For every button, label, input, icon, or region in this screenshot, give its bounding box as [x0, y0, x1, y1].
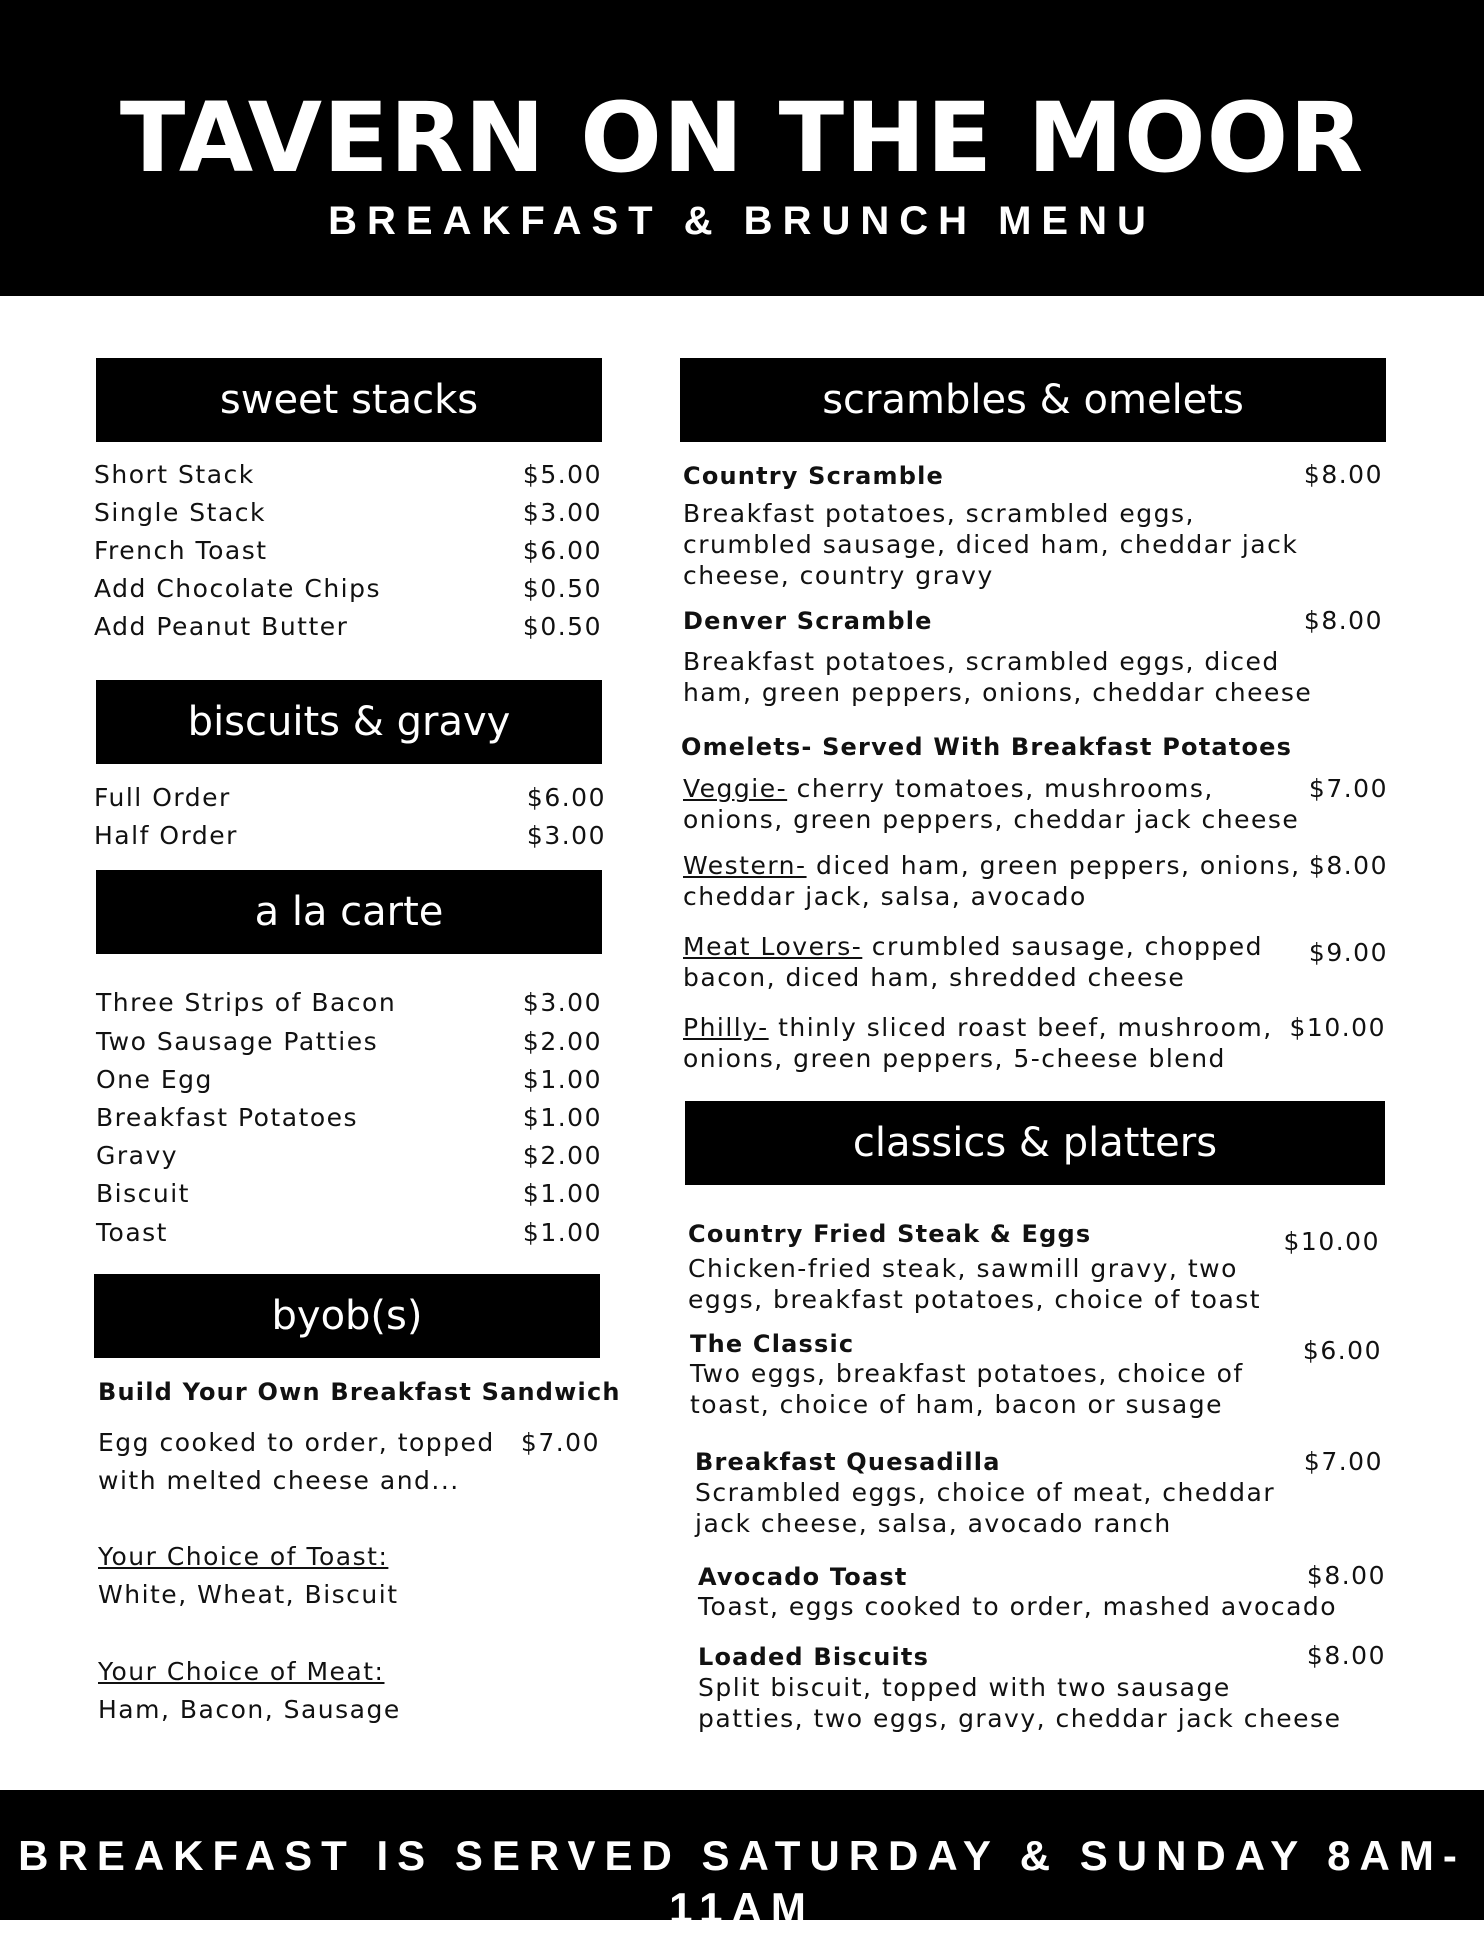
omelet-name: Veggie-	[683, 774, 788, 803]
section-heading-classics-platters: classics & platters	[685, 1101, 1385, 1185]
menu-item-price: $5.00	[522, 460, 602, 489]
footer-banner	[0, 1790, 1484, 1931]
menu-item-name: Add Peanut Butter	[94, 612, 349, 641]
menu-item-name: Toast	[96, 1218, 168, 1247]
menu-item-description: eggs, breakfast potatoes, choice of toast	[688, 1285, 1262, 1314]
menu-item-name: Single Stack	[94, 498, 267, 527]
menu-item-description: crumbled sausage, diced ham, cheddar jack	[683, 530, 1299, 559]
omelet-description: diced ham, green peppers, onions,	[806, 851, 1301, 880]
serving-hours: BREAKFAST IS SERVED SATURDAY & SUNDAY 8AM-11AM	[18, 1832, 1466, 1931]
menu-item-price: $8.00	[1306, 1561, 1386, 1590]
menu-item-price: $1.00	[522, 1103, 602, 1132]
menu-item-description: Two eggs, breakfast potatoes, choice of	[690, 1359, 1244, 1388]
menu-item-price: $1.00	[522, 1065, 602, 1094]
menu-item-name: The Classic	[690, 1330, 855, 1358]
menu-item-description: Toast, eggs cooked to order, mashed avocado	[698, 1592, 1338, 1621]
menu-item-description: Breakfast potatoes, scrambled eggs,	[683, 499, 1195, 528]
section-heading-scrambles-omelets: scrambles & omelets	[680, 358, 1386, 442]
menu-item-price: $7.00	[520, 1428, 600, 1457]
menu-item-description: Scrambled eggs, choice of meat, cheddar	[695, 1478, 1276, 1507]
menu-item-price: $10.00	[1283, 1227, 1380, 1256]
menu-item-name: One Egg	[96, 1065, 213, 1094]
menu-item-price: $3.00	[522, 498, 602, 527]
menu-item-name: Gravy	[96, 1141, 179, 1170]
section-heading-byob: byob(s)	[94, 1274, 600, 1358]
omelet-description: thinly sliced roast beef, mushroom,	[768, 1013, 1273, 1042]
menu-item-name: Breakfast Potatoes	[96, 1103, 359, 1132]
omelet-name: Meat Lovers-	[683, 932, 863, 961]
menu-item-price: $1.00	[522, 1179, 602, 1208]
menu-item-price: $0.50	[522, 612, 602, 641]
omelets-title: Omelets- Served With Breakfast Potatoes	[681, 733, 1293, 761]
menu-item-name: Half Order	[94, 821, 238, 850]
toast-choice-label: Your Choice of Toast:	[98, 1542, 389, 1571]
menu-item-name: Biscuit	[96, 1179, 190, 1208]
menu-item-price: $6.00	[1302, 1336, 1382, 1365]
menu-item-price: $8.00	[1306, 1641, 1386, 1670]
byob-title: Build Your Own Breakfast Sandwich	[98, 1378, 621, 1406]
menu-item-description: cheese, country gravy	[683, 561, 994, 590]
omelet-description: cherry tomatoes, mushrooms,	[787, 774, 1214, 803]
byob-description-line: Egg cooked to order, topped	[98, 1428, 495, 1457]
omelet-item	[683, 1012, 1273, 1044]
menu-item-name: Country Scramble	[683, 462, 945, 490]
omelet-name: Western-	[683, 851, 807, 880]
menu-item-price: $8.00	[1308, 851, 1388, 880]
menu-item-name: Avocado Toast	[698, 1563, 908, 1591]
menu-item-price: $8.00	[1303, 460, 1383, 489]
menu-item-price: $6.00	[526, 783, 606, 812]
menu-item-description: Chicken-fried steak, sawmill gravy, two	[688, 1254, 1238, 1283]
menu-item-price: $2.00	[522, 1027, 602, 1056]
meat-choice-options: Ham, Bacon, Sausage	[98, 1695, 401, 1724]
omelet-item	[683, 931, 1263, 963]
menu-item-price: $7.00	[1303, 1447, 1383, 1476]
omelet-item	[683, 850, 1301, 882]
omelet-description: crumbled sausage, chopped	[862, 932, 1264, 961]
section-heading-sweet-stacks: sweet stacks	[96, 358, 602, 442]
menu-item-description: patties, two eggs, gravy, cheddar jack cheese	[698, 1704, 1342, 1733]
omelet-description: bacon, diced ham, shredded cheese	[683, 963, 1186, 992]
menu-item-name: Three Strips of Bacon	[96, 988, 397, 1017]
menu-item-description: Breakfast potatoes, scrambled eggs, diced	[683, 647, 1280, 676]
menu-item-price: $3.00	[526, 821, 606, 850]
menu-item-name: Two Sausage Patties	[96, 1027, 379, 1056]
omelet-name: Philly-	[683, 1013, 769, 1042]
menu-item-name: Country Fried Steak & Eggs	[688, 1220, 1092, 1248]
section-heading-a-la-carte: a la carte	[96, 870, 602, 954]
menu-item-name: Short Stack	[94, 460, 255, 489]
byob-description-line: with melted cheese and...	[98, 1466, 460, 1495]
menu-item-description: jack cheese, salsa, avocado ranch	[695, 1509, 1172, 1538]
omelet-description: onions, green peppers, 5-cheese blend	[683, 1044, 1226, 1073]
menu-item-name: Loaded Biscuits	[698, 1643, 930, 1671]
menu-item-description: Split biscuit, topped with two sausage	[698, 1673, 1231, 1702]
menu-item-price: $0.50	[522, 574, 602, 603]
omelet-description: cheddar jack, salsa, avocado	[683, 882, 1087, 911]
menu-item-price: $3.00	[522, 988, 602, 1017]
menu-item-price: $9.00	[1308, 938, 1388, 967]
omelet-description: onions, green peppers, cheddar jack cheese	[683, 805, 1300, 834]
menu-item-name: Denver Scramble	[683, 607, 933, 635]
omelet-item	[683, 773, 1214, 805]
menu-item-price: $8.00	[1303, 606, 1383, 635]
menu-item-price: $1.00	[522, 1218, 602, 1247]
menu-item-price: $7.00	[1308, 774, 1388, 803]
menu-item-price: $2.00	[522, 1141, 602, 1170]
toast-choice-options: White, Wheat, Biscuit	[98, 1580, 399, 1609]
menu-item-price: $6.00	[522, 536, 602, 565]
section-heading-biscuits-gravy: biscuits & gravy	[96, 680, 602, 764]
menu-item-price: $10.00	[1289, 1013, 1386, 1042]
menu-item-name: Breakfast Quesadilla	[695, 1448, 1001, 1476]
menu-item-name: Add Chocolate Chips	[94, 574, 382, 603]
menu-item-description: toast, choice of ham, bacon or susage	[690, 1390, 1224, 1419]
menu-subtitle: BREAKFAST & BRUNCH MENU	[328, 199, 1156, 243]
menu-item-name: Full Order	[94, 783, 231, 812]
menu-item-name: French Toast	[94, 536, 268, 565]
restaurant-title: TAVERN ON THE MOOR	[119, 82, 1365, 194]
menu-item-description: ham, green peppers, onions, cheddar cheese	[683, 678, 1313, 707]
meat-choice-label: Your Choice of Meat:	[98, 1657, 385, 1686]
header-banner	[0, 0, 1484, 296]
